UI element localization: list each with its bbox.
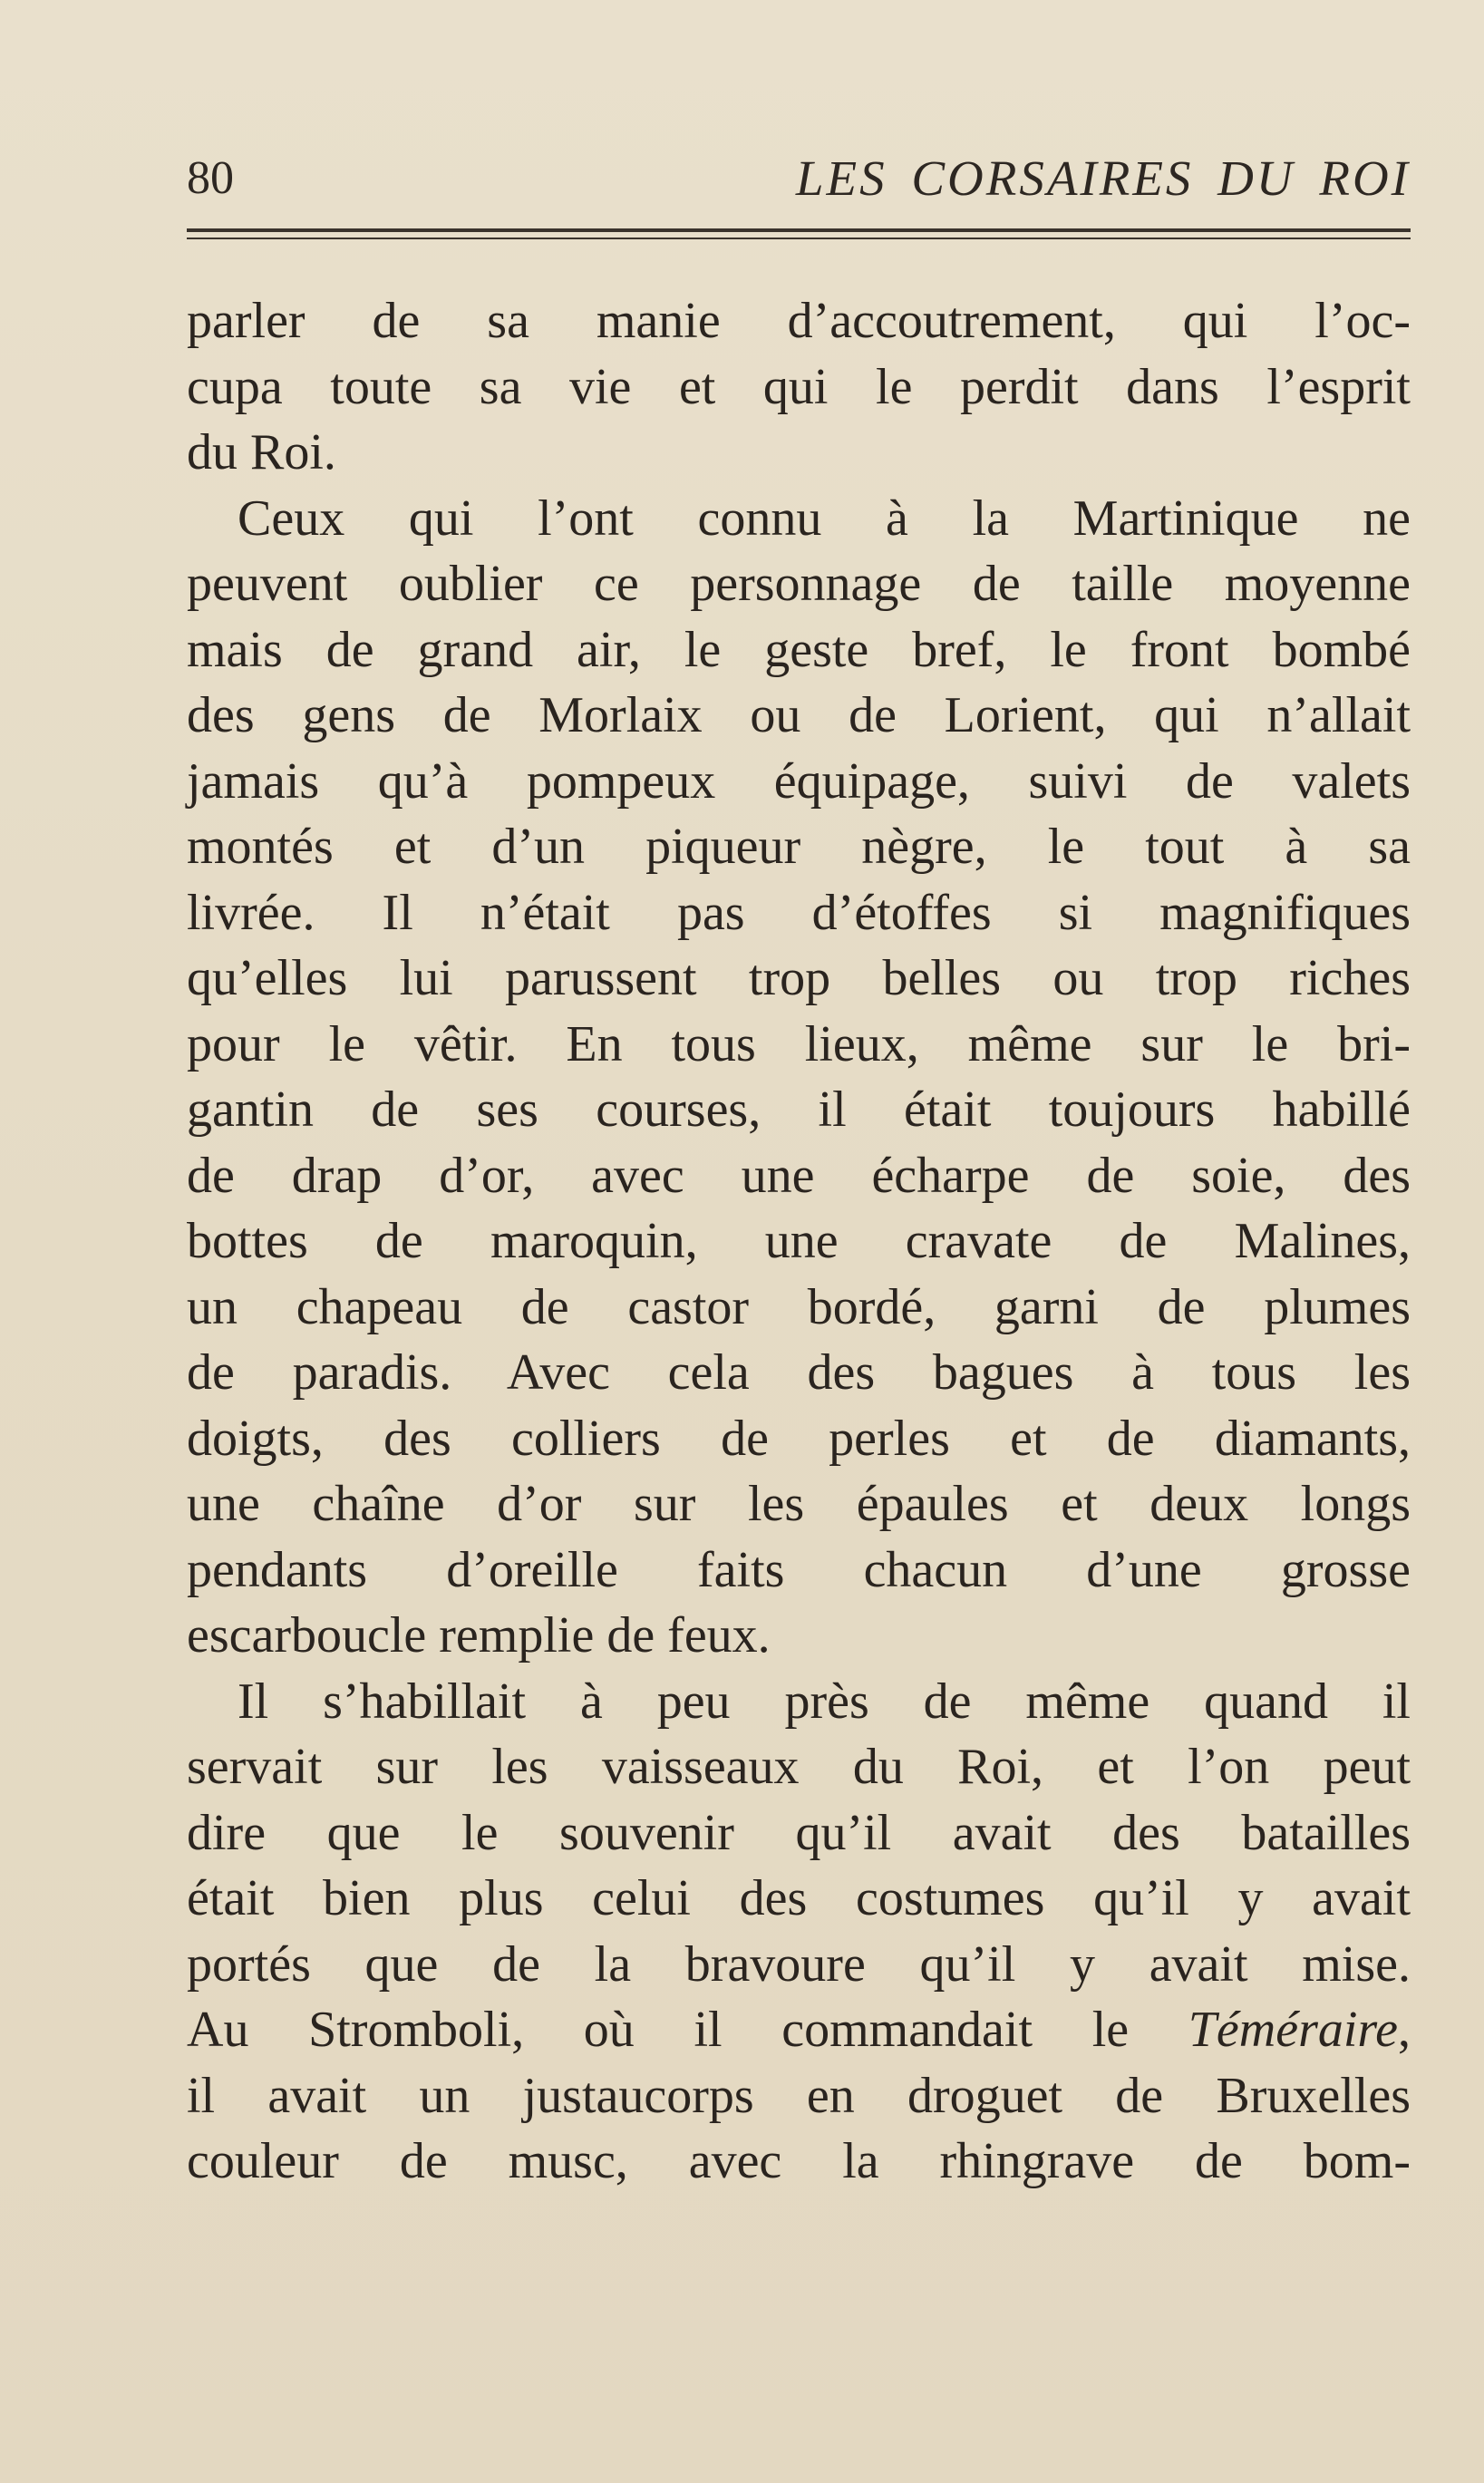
text-line: portés que de la bravoure qu’il y avait mise. [187, 1935, 1411, 1993]
text-line: mais de grand air, le geste bref, le front bombé [187, 621, 1411, 678]
paragraph-2 [187, 486, 1411, 1669]
text-line: il avait un justaucorps en droguet de Bruxelles [187, 2067, 1411, 2124]
text-line: servait sur les vaisseaux du Roi, et l’on peut [187, 1739, 1411, 1795]
text-line: bottes de maroquin, une cravate de Malines, [187, 1213, 1411, 1269]
text-line: Ceux qui l’ont connu à la Martinique ne [238, 490, 1411, 547]
text-line: de paradis. Avec cela des bagues à tous les [187, 1344, 1411, 1401]
paragraph-1 [187, 288, 1411, 486]
text-line: couleur de musc, avec la rhingrave de bom- [187, 2133, 1411, 2189]
text-line: cupa toute sa vie et qui le perdit dans l’esprit [187, 358, 1411, 415]
text-line: doigts, des colliers de perles et de diamants, [187, 1410, 1411, 1467]
text-line-with-ship-name [187, 1997, 1411, 2063]
ship-name: Téméraire [1188, 2002, 1398, 2058]
text-line: pendants d’oreille faits chacun d’une grosse [187, 1541, 1411, 1598]
body-text [187, 288, 1411, 2195]
text-line: montés et d’un piqueur nègre, le tout à sa [187, 819, 1411, 875]
text-line: Il s’habillait à peu près de même quand il [238, 1673, 1411, 1730]
text-line: du Roi. [187, 424, 336, 480]
text-line: était bien plus celui des costumes qu’il y avait [187, 1870, 1411, 1926]
text-line: des gens de Morlaix ou de Lorient, qui n’allait [187, 687, 1411, 743]
text-line: qu’elles lui parussent trop belles ou trop riches [187, 950, 1411, 1006]
text-line: dire que le souvenir qu’il avait des batailles [187, 1804, 1411, 1861]
text-line: parler de sa manie d’accoutrement, qui l’oc- [187, 293, 1411, 349]
text-line: une chaîne d’or sur les épaules et deux longs [187, 1476, 1411, 1532]
header-rule-thin [187, 238, 1411, 239]
text-line: gantin de ses courses, il était toujours habillé [187, 1081, 1411, 1138]
text-line: peuvent oublier ce personnage de taille moyenne [187, 556, 1411, 612]
text-line: un chapeau de castor bordé, garni de plumes [187, 1278, 1411, 1335]
text-line: escarboucle remplie de feux. [187, 1607, 771, 1663]
text-line: livrée. Il n’était pas d’étoffes si magnifiques [187, 884, 1411, 941]
header-rule-thick [187, 228, 1411, 232]
text-line: jamais qu’à pompeux équipage, suivi de valets [187, 752, 1411, 810]
page-number: 80 [187, 152, 234, 204]
paragraph-3 [187, 1669, 1411, 2195]
line-end: , [1398, 2002, 1411, 2058]
line-start: Au Stromboli, où il commandait le [187, 2002, 1188, 2058]
running-title: LES CORSAIRES DU ROI [795, 150, 1411, 206]
text-line: pour le vêtir. En tous lieux, même sur le bri- [187, 1015, 1411, 1072]
page-header [187, 147, 1411, 210]
text-line: de drap d’or, avec une écharpe de soie, des [187, 1147, 1411, 1204]
